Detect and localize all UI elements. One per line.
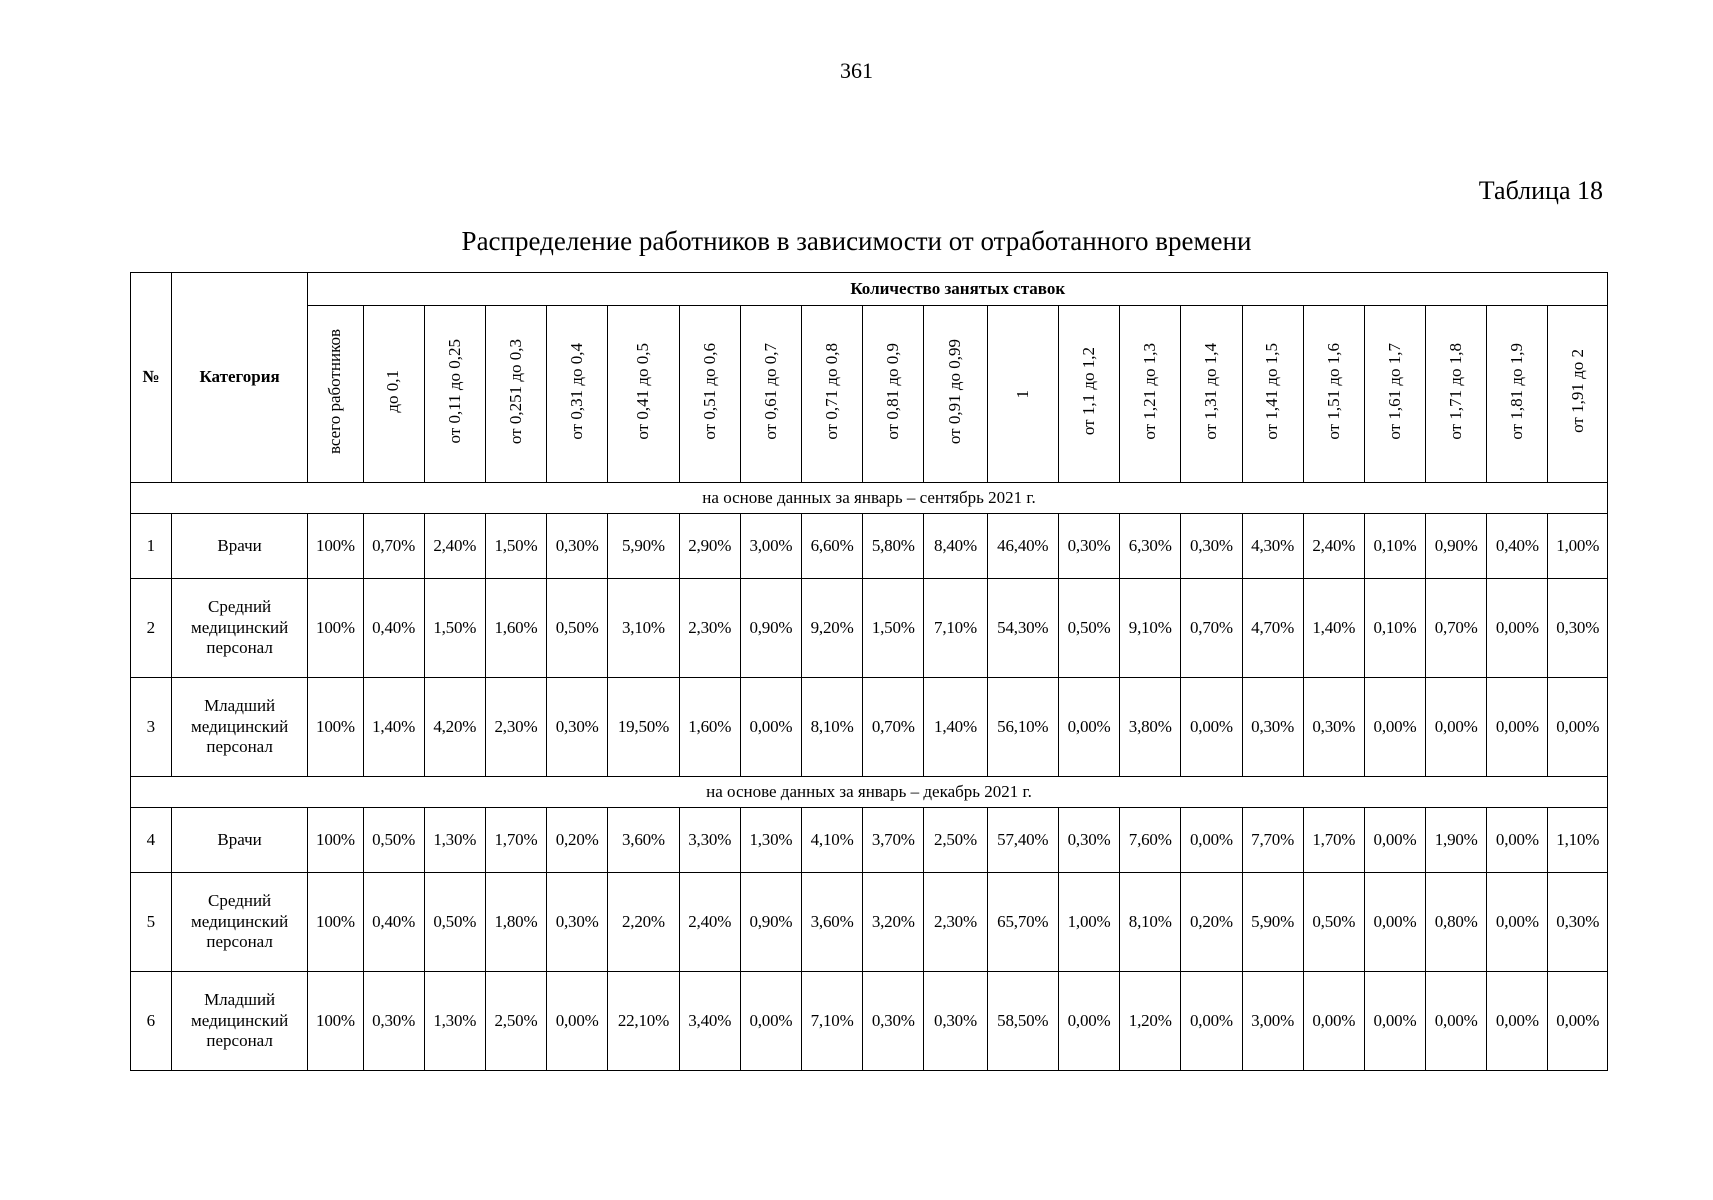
value-cell: 3,20%: [863, 873, 924, 972]
table-row: [131, 972, 1608, 1071]
value-cell: 1,30%: [424, 808, 485, 873]
column-header: [1487, 306, 1548, 483]
value-cell: 57,40%: [987, 808, 1058, 873]
value-cell: 1,60%: [679, 678, 740, 777]
header-category: Категория: [171, 273, 308, 483]
value-cell: 54,30%: [987, 579, 1058, 678]
value-cell: 0,30%: [1303, 678, 1364, 777]
column-header-label: от 0,71 до 0,8: [821, 343, 841, 440]
value-cell: 0,30%: [363, 972, 424, 1071]
table-row: [131, 808, 1608, 873]
row-category: Врачи: [171, 514, 308, 579]
value-cell: 0,90%: [1426, 514, 1487, 579]
column-header: [1364, 306, 1425, 483]
value-cell: 8,40%: [924, 514, 987, 579]
header-group: Количество занятых ставок: [308, 273, 1608, 306]
value-cell: 5,90%: [1242, 873, 1303, 972]
value-cell: 65,70%: [987, 873, 1058, 972]
value-cell: 1,40%: [363, 678, 424, 777]
column-header: [863, 306, 924, 483]
row-category: Врачи: [171, 808, 308, 873]
value-cell: 46,40%: [987, 514, 1058, 579]
value-cell: 0,00%: [740, 678, 801, 777]
value-cell: 0,50%: [424, 873, 485, 972]
value-cell: 100%: [308, 678, 363, 777]
column-header: [740, 306, 801, 483]
column-header-label: от 0,251 до 0,3: [505, 338, 525, 444]
value-cell: 0,30%: [1058, 514, 1119, 579]
column-header: [1242, 306, 1303, 483]
column-header-label: от 1,61 до 1,7: [1384, 343, 1404, 440]
value-cell: 7,10%: [802, 972, 863, 1071]
value-cell: 1,30%: [424, 972, 485, 1071]
value-cell: 0,00%: [1181, 678, 1242, 777]
value-cell: 0,00%: [1548, 678, 1608, 777]
value-cell: 2,50%: [924, 808, 987, 873]
column-header-label: от 0,81 до 0,9: [883, 343, 903, 440]
value-cell: 8,10%: [1120, 873, 1181, 972]
value-cell: 2,90%: [679, 514, 740, 579]
value-cell: 0,30%: [1548, 873, 1608, 972]
page-title: Распределение работников в зависимости от отработанного времени: [461, 226, 1252, 256]
row-number: 6: [131, 972, 172, 1071]
value-cell: 0,50%: [363, 808, 424, 873]
column-header: [802, 306, 863, 483]
value-cell: 3,80%: [1120, 678, 1181, 777]
value-cell: 0,20%: [1181, 873, 1242, 972]
column-header: [1058, 306, 1119, 483]
value-cell: 3,40%: [679, 972, 740, 1071]
row-category: Младший медицинский персонал: [171, 678, 308, 777]
value-cell: 0,00%: [1487, 678, 1548, 777]
value-cell: 0,00%: [1487, 579, 1548, 678]
value-cell: 2,30%: [924, 873, 987, 972]
value-cell: 3,30%: [679, 808, 740, 873]
column-header-label: от 0,51 до 0,6: [699, 343, 719, 440]
value-cell: 0,50%: [1058, 579, 1119, 678]
value-cell: 2,50%: [485, 972, 546, 1071]
column-header: [1426, 306, 1487, 483]
value-cell: 0,30%: [1242, 678, 1303, 777]
table-row: [131, 514, 1608, 579]
value-cell: 100%: [308, 873, 363, 972]
value-cell: 100%: [308, 972, 363, 1071]
value-cell: 7,70%: [1242, 808, 1303, 873]
column-header-label: от 1,31 до 1,4: [1201, 343, 1221, 440]
value-cell: 0,00%: [1426, 678, 1487, 777]
value-cell: 4,10%: [802, 808, 863, 873]
value-cell: 3,70%: [863, 808, 924, 873]
column-header: [363, 306, 424, 483]
value-cell: 0,00%: [1364, 678, 1425, 777]
value-cell: 0,00%: [1303, 972, 1364, 1071]
table-label: Таблица 18: [1478, 176, 1603, 205]
value-cell: 0,10%: [1364, 579, 1425, 678]
column-header-label: от 1,41 до 1,5: [1262, 343, 1282, 440]
value-cell: 0,30%: [924, 972, 987, 1071]
value-cell: 2,40%: [1303, 514, 1364, 579]
value-cell: 2,40%: [679, 873, 740, 972]
value-cell: 0,30%: [1181, 514, 1242, 579]
row-number: 4: [131, 808, 172, 873]
value-cell: 9,20%: [802, 579, 863, 678]
value-cell: 1,90%: [1426, 808, 1487, 873]
value-cell: 2,30%: [679, 579, 740, 678]
value-cell: 0,90%: [740, 873, 801, 972]
column-header-label: 1: [1012, 390, 1032, 399]
column-header-label: от 0,41 до 0,5: [633, 343, 653, 440]
value-cell: 19,50%: [608, 678, 679, 777]
value-cell: 0,30%: [547, 514, 608, 579]
column-header: [308, 306, 363, 483]
value-cell: 1,20%: [1120, 972, 1181, 1071]
value-cell: 4,70%: [1242, 579, 1303, 678]
value-cell: 3,60%: [608, 808, 679, 873]
section-row: [131, 777, 1608, 808]
value-cell: 0,00%: [1487, 808, 1548, 873]
value-cell: 1,50%: [485, 514, 546, 579]
value-cell: 0,70%: [863, 678, 924, 777]
column-header: [679, 306, 740, 483]
value-cell: 1,80%: [485, 873, 546, 972]
value-cell: 5,90%: [608, 514, 679, 579]
value-cell: 0,50%: [547, 579, 608, 678]
value-cell: 0,30%: [1058, 808, 1119, 873]
value-cell: 1,40%: [924, 678, 987, 777]
value-cell: 0,00%: [1058, 678, 1119, 777]
column-header-label: до 0,1: [383, 369, 403, 413]
value-cell: 0,00%: [740, 972, 801, 1071]
column-header-label: от 1,51 до 1,6: [1323, 343, 1343, 440]
value-cell: 1,40%: [1303, 579, 1364, 678]
value-cell: 22,10%: [608, 972, 679, 1071]
value-cell: 4,30%: [1242, 514, 1303, 579]
value-cell: 0,70%: [1426, 579, 1487, 678]
column-header: [547, 306, 608, 483]
value-cell: 0,00%: [1487, 972, 1548, 1071]
value-cell: 100%: [308, 808, 363, 873]
row-number: 3: [131, 678, 172, 777]
column-header: [987, 306, 1058, 483]
value-cell: 6,30%: [1120, 514, 1181, 579]
distribution-table: [130, 272, 1608, 1071]
value-cell: 6,60%: [802, 514, 863, 579]
value-cell: 3,10%: [608, 579, 679, 678]
value-cell: 7,60%: [1120, 808, 1181, 873]
value-cell: 2,40%: [424, 514, 485, 579]
value-cell: 3,60%: [802, 873, 863, 972]
column-header-label: от 0,31 до 0,4: [566, 343, 586, 440]
value-cell: 0,30%: [547, 678, 608, 777]
value-cell: 58,50%: [987, 972, 1058, 1071]
row-category: Средний медицинский персонал: [171, 873, 308, 972]
value-cell: 0,00%: [1364, 972, 1425, 1071]
row-category: Средний медицинский персонал: [171, 579, 308, 678]
value-cell: 56,10%: [987, 678, 1058, 777]
value-cell: 1,30%: [740, 808, 801, 873]
value-cell: 1,50%: [424, 579, 485, 678]
section-label: на основе данных за январь – сентябрь 2021 г.: [131, 483, 1608, 514]
value-cell: 4,20%: [424, 678, 485, 777]
value-cell: 0,10%: [1364, 514, 1425, 579]
table-row: [131, 678, 1608, 777]
column-header-label: всего работников: [325, 328, 345, 454]
row-category: Младший медицинский персонал: [171, 972, 308, 1071]
value-cell: 0,00%: [1181, 972, 1242, 1071]
value-cell: 0,40%: [1487, 514, 1548, 579]
value-cell: 0,00%: [1548, 972, 1608, 1071]
value-cell: 0,30%: [1548, 579, 1608, 678]
value-cell: 1,60%: [485, 579, 546, 678]
column-header: [1548, 306, 1608, 483]
value-cell: 1,00%: [1548, 514, 1608, 579]
column-header: [424, 306, 485, 483]
value-cell: 0,30%: [547, 873, 608, 972]
value-cell: 1,70%: [1303, 808, 1364, 873]
value-cell: 0,40%: [363, 873, 424, 972]
column-header-label: от 0,91 до 0,99: [945, 338, 965, 444]
column-header-label: от 0,61 до 0,7: [760, 343, 780, 440]
value-cell: 100%: [308, 579, 363, 678]
value-cell: 0,50%: [1303, 873, 1364, 972]
value-cell: 8,10%: [802, 678, 863, 777]
value-cell: 0,00%: [1364, 808, 1425, 873]
value-cell: 0,00%: [1487, 873, 1548, 972]
value-cell: 1,00%: [1058, 873, 1119, 972]
value-cell: 0,80%: [1426, 873, 1487, 972]
value-cell: 0,00%: [1364, 873, 1425, 972]
column-header-label: от 1,21 до 1,3: [1140, 343, 1160, 440]
value-cell: 0,00%: [1058, 972, 1119, 1071]
value-cell: 0,00%: [1181, 808, 1242, 873]
value-cell: 9,10%: [1120, 579, 1181, 678]
value-cell: 1,50%: [863, 579, 924, 678]
value-cell: 5,80%: [863, 514, 924, 579]
column-header-label: от 0,11 до 0,25: [444, 339, 464, 444]
column-header-label: от 1,1 до 1,2: [1078, 347, 1098, 436]
value-cell: 0,30%: [863, 972, 924, 1071]
column-header-label: от 1,91 до 2: [1567, 349, 1587, 434]
value-cell: 3,00%: [1242, 972, 1303, 1071]
page-number: 361: [840, 58, 873, 83]
column-header: [485, 306, 546, 483]
row-number: 1: [131, 514, 172, 579]
value-cell: 0,00%: [547, 972, 608, 1071]
column-header: [924, 306, 987, 483]
value-cell: 100%: [308, 514, 363, 579]
value-cell: 0,40%: [363, 579, 424, 678]
row-number: 5: [131, 873, 172, 972]
header-num: №: [131, 273, 172, 483]
column-header: [608, 306, 679, 483]
column-header-label: от 1,71 до 1,8: [1445, 343, 1465, 440]
value-cell: 1,10%: [1548, 808, 1608, 873]
column-header: [1120, 306, 1181, 483]
value-cell: 1,70%: [485, 808, 546, 873]
table-row: [131, 873, 1608, 972]
value-cell: 3,00%: [740, 514, 801, 579]
column-header: [1181, 306, 1242, 483]
value-cell: 7,10%: [924, 579, 987, 678]
column-header-label: от 1,81 до 1,9: [1507, 343, 1527, 440]
section-row: [131, 483, 1608, 514]
row-number: 2: [131, 579, 172, 678]
value-cell: 0,90%: [740, 579, 801, 678]
value-cell: 0,00%: [1426, 972, 1487, 1071]
value-cell: 0,70%: [1181, 579, 1242, 678]
table-row: [131, 579, 1608, 678]
section-label: на основе данных за январь – декабрь 2021 г.: [131, 777, 1608, 808]
value-cell: 2,20%: [608, 873, 679, 972]
value-cell: 2,30%: [485, 678, 546, 777]
value-cell: 0,20%: [547, 808, 608, 873]
column-header: [1303, 306, 1364, 483]
value-cell: 0,70%: [363, 514, 424, 579]
